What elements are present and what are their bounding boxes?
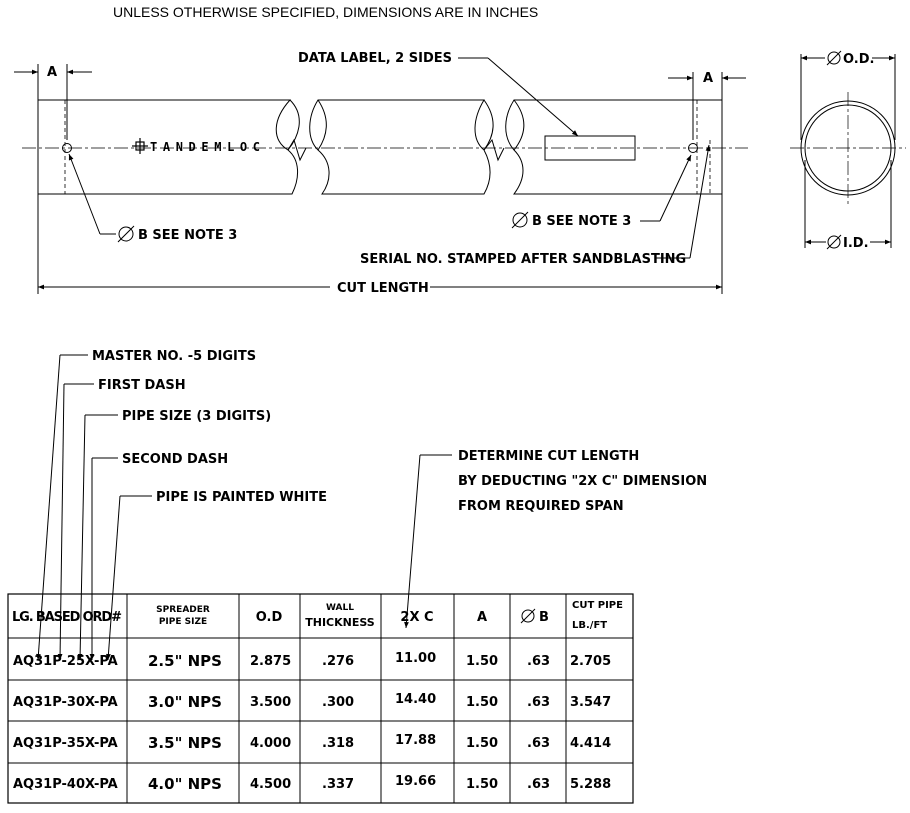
header-cut-1: CUT PIPE <box>572 600 623 611</box>
cell-a: 1.50 <box>466 777 499 792</box>
cell-lbft: 3.547 <box>570 695 612 710</box>
cut-length-note <box>406 449 707 628</box>
table-row <box>13 774 611 793</box>
cell-b: .63 <box>527 695 551 710</box>
cell-size: 3.0" NPS <box>148 693 222 711</box>
pipe-cross-section <box>790 51 906 251</box>
pipe-side-view <box>14 51 748 296</box>
header-cut-2: LB./FT <box>572 620 608 631</box>
cell-2xc: 19.66 <box>395 774 437 789</box>
table-row <box>13 692 611 711</box>
serial-callout: SERIAL NO. STAMPED AFTER SANDBLASTING <box>360 252 687 267</box>
cell-od: 2.875 <box>250 654 292 669</box>
cell-2xc: 17.88 <box>395 733 437 748</box>
cell-a: 1.50 <box>466 654 499 669</box>
cut-length-label: CUT LENGTH <box>337 281 429 296</box>
cell-od: 4.500 <box>250 777 292 792</box>
hole-right-callout: B SEE NOTE 3 <box>532 214 632 229</box>
hole-left-callout: B SEE NOTE 3 <box>138 228 238 243</box>
header-a: A <box>476 610 488 625</box>
cell-od: 3.500 <box>250 695 292 710</box>
cell-b: .63 <box>527 654 551 669</box>
dim-a-right: A <box>703 71 714 86</box>
id-label: I.D. <box>843 236 869 251</box>
tandemloc-logo <box>132 138 260 154</box>
od-label: O.D. <box>843 52 875 67</box>
table-row <box>13 733 611 752</box>
cell-ord: AQ31P-35X-PA <box>13 736 118 751</box>
cut-note-line1: DETERMINE CUT LENGTH <box>458 449 640 464</box>
cell-lbft: 5.288 <box>570 777 612 792</box>
cut-note-line2: BY DEDUCTING "2X C" DIMENSION <box>458 474 708 489</box>
header-wall-1: WALL <box>326 603 354 613</box>
cell-b: .63 <box>527 736 551 751</box>
header-b: B <box>539 610 549 625</box>
cell-lbft: 4.414 <box>570 736 612 751</box>
legend-painted: PIPE IS PAINTED WHITE <box>156 490 328 505</box>
cell-ord: AQ31P-30X-PA <box>13 695 118 710</box>
dim-a-left: A <box>47 65 58 80</box>
legend-master-no: MASTER NO. -5 DIGITS <box>92 349 257 364</box>
spec-table <box>8 594 633 803</box>
cell-lbft: 2.705 <box>570 654 612 669</box>
legend-first-dash: FIRST DASH <box>98 378 186 393</box>
data-label-callout: DATA LABEL, 2 SIDES <box>298 51 452 66</box>
cell-b: .63 <box>527 777 551 792</box>
cell-ord: AQ31P-40X-PA <box>13 777 118 792</box>
cell-size: 3.5" NPS <box>148 734 222 752</box>
pipe-segment-middle <box>310 100 490 194</box>
cell-a: 1.50 <box>466 736 499 751</box>
header-od: O.D <box>255 610 283 625</box>
header-wall-2: THICKNESS <box>305 616 375 629</box>
logo-text: TANDEMLOC <box>150 140 260 154</box>
table-row <box>13 651 611 670</box>
header-ord: LG. BASED ORD# <box>12 610 122 625</box>
cell-ord: AQ31P-25X-PA <box>13 654 118 669</box>
cell-2xc: 11.00 <box>395 651 437 666</box>
header-spreader-1: SPREADER <box>156 605 210 615</box>
cell-wall: .276 <box>322 654 355 669</box>
cell-wall: .337 <box>322 777 355 792</box>
legend-pipe-size: PIPE SIZE (3 DIGITS) <box>122 409 272 424</box>
cell-size: 2.5" NPS <box>148 652 222 670</box>
cut-note-line3: FROM REQUIRED SPAN <box>458 499 624 514</box>
header-2xc: 2X C <box>400 610 434 625</box>
header-spreader-2: PIPE SIZE <box>158 617 208 627</box>
cell-wall: .300 <box>322 695 355 710</box>
cell-a: 1.50 <box>466 695 499 710</box>
legend-second-dash: SECOND DASH <box>122 452 229 467</box>
cell-size: 4.0" NPS <box>148 775 222 793</box>
cell-2xc: 14.40 <box>395 692 437 707</box>
cell-wall: .318 <box>322 736 355 751</box>
pipe-segment-right <box>506 100 722 194</box>
dimensions-note: UNLESS OTHERWISE SPECIFIED, DIMENSIONS ARE IN INCHES <box>113 4 539 20</box>
cell-od: 4.000 <box>250 736 292 751</box>
